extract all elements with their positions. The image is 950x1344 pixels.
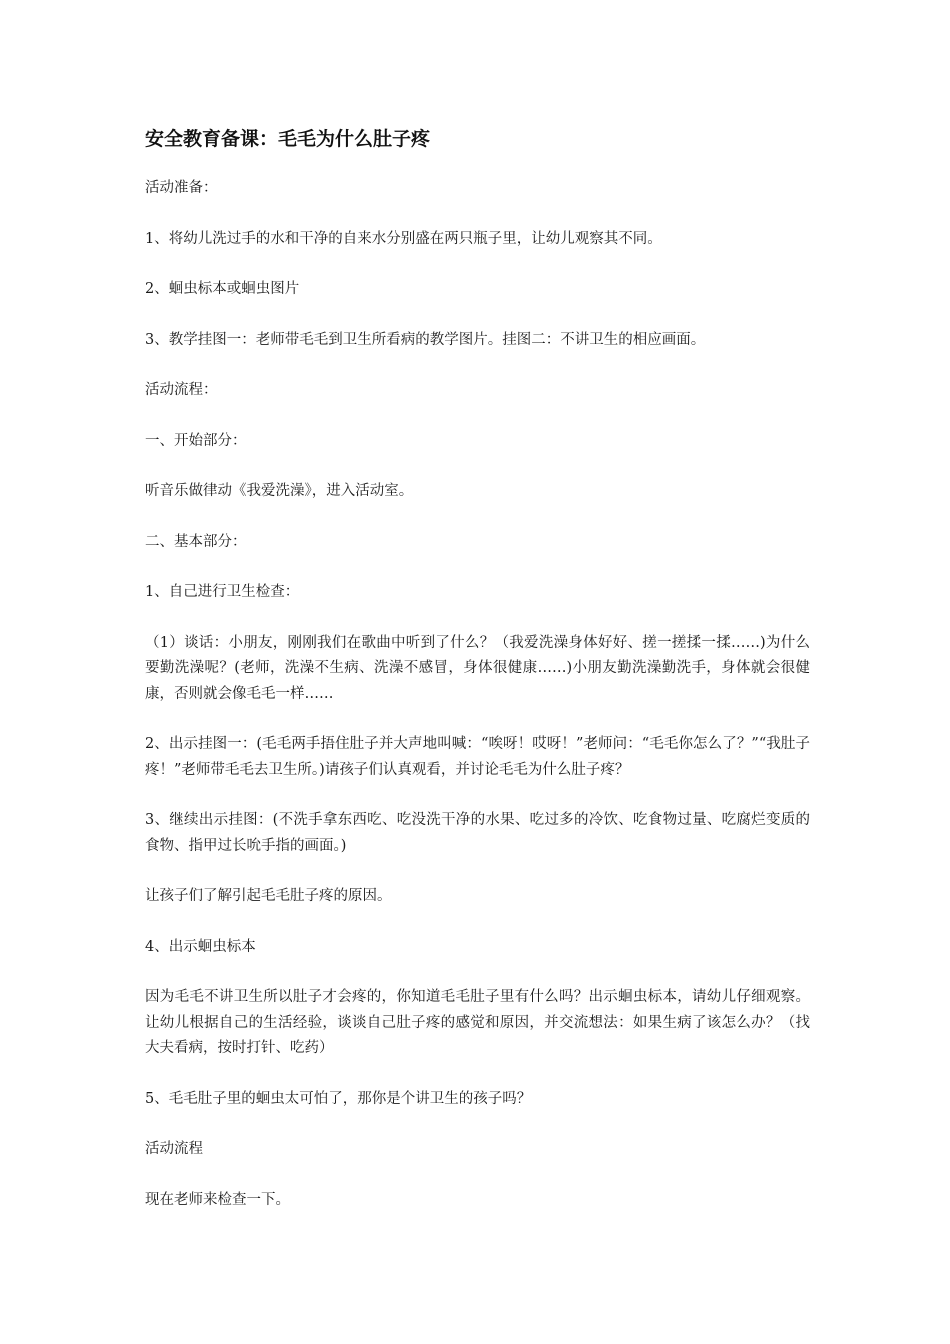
- paragraph-part-one-text: 听音乐做律动《我爱洗澡》，进入活动室。: [145, 483, 414, 499]
- paragraph-final: 现在老师来检查一下。: [145, 1191, 290, 1208]
- paragraph-part-two-heading: 二、基本部分：: [145, 533, 247, 550]
- paragraph-process-heading: 活动流程：: [145, 382, 218, 398]
- document-title: 安全教育备课：毛毛为什么肚子疼: [145, 128, 431, 150]
- paragraph-process-heading-2: 活动流程: [145, 1141, 203, 1157]
- paragraph-step-5: 5、毛毛肚子里的蛔虫太可怕了，那你是个讲卫生的孩子吗？: [145, 1090, 532, 1107]
- paragraph-prep-1: 1、将幼儿洗过手的水和干净的自来水分别盛在两只瓶子里，让幼儿观察其不同。: [145, 230, 662, 247]
- paragraph-step-3: 3、继续出示挂图：(不洗手拿东西吃、吃没洗干净的水果、吃过多的冷饮、吃食物过量、吃腐烂变质的食物、指甲过长吮手指的画面。): [145, 812, 810, 854]
- paragraph-step-1-talk: （1）谈话：小朋友，刚刚我们在歌曲中听到了什么？（我爱洗澡身体好好、搓一搓揉一揉……)为什么要勤洗澡呢？(老师，洗澡不生病、洗澡不感冒，身体很健康……)小朋友勤洗澡勤洗手，身体就会很健康，否则就会像毛毛一样……: [145, 634, 810, 702]
- paragraph-part-one-heading: 一、开始部分：: [145, 432, 247, 449]
- paragraph-prep-3: 3、教学挂图一：老师带毛毛到卫生所看病的教学图片。挂图二：不讲卫生的相应画面。: [145, 331, 706, 348]
- document-body: [145, 126, 810, 1238]
- paragraph-step-3-note: 让孩子们了解引起毛毛肚子疼的原因。: [145, 888, 392, 904]
- paragraph-step-2: 2、出示挂图一：(毛毛两手捂住肚子并大声地叫喊：“唉呀！哎呀！”老师问：“毛毛你怎么了？”“我肚子疼！”老师带毛毛去卫生所。)请孩子们认真观看，并讨论毛毛为什么肚子疼？: [145, 736, 810, 778]
- paragraph-prep-heading: 活动准备：: [145, 180, 218, 196]
- paragraph-prep-2: 2、蛔虫标本或蛔虫图片: [145, 281, 300, 297]
- paragraph-step-1-heading: 1、自己进行卫生检查：: [145, 584, 300, 600]
- paragraph-step-4-text: 因为毛毛不讲卫生所以肚子才会疼的，你知道毛毛肚子里有什么吗？出示蛔虫标本，请幼儿仔细观察。让幼儿根据自己的生活经验，谈谈自己肚子疼的感觉和原因，并交流想法：如果生病了该怎么办？（找大夫看病，按时打针、吃药）: [145, 989, 810, 1056]
- paragraph-step-4-heading: 4、出示蛔虫标本: [145, 938, 256, 955]
